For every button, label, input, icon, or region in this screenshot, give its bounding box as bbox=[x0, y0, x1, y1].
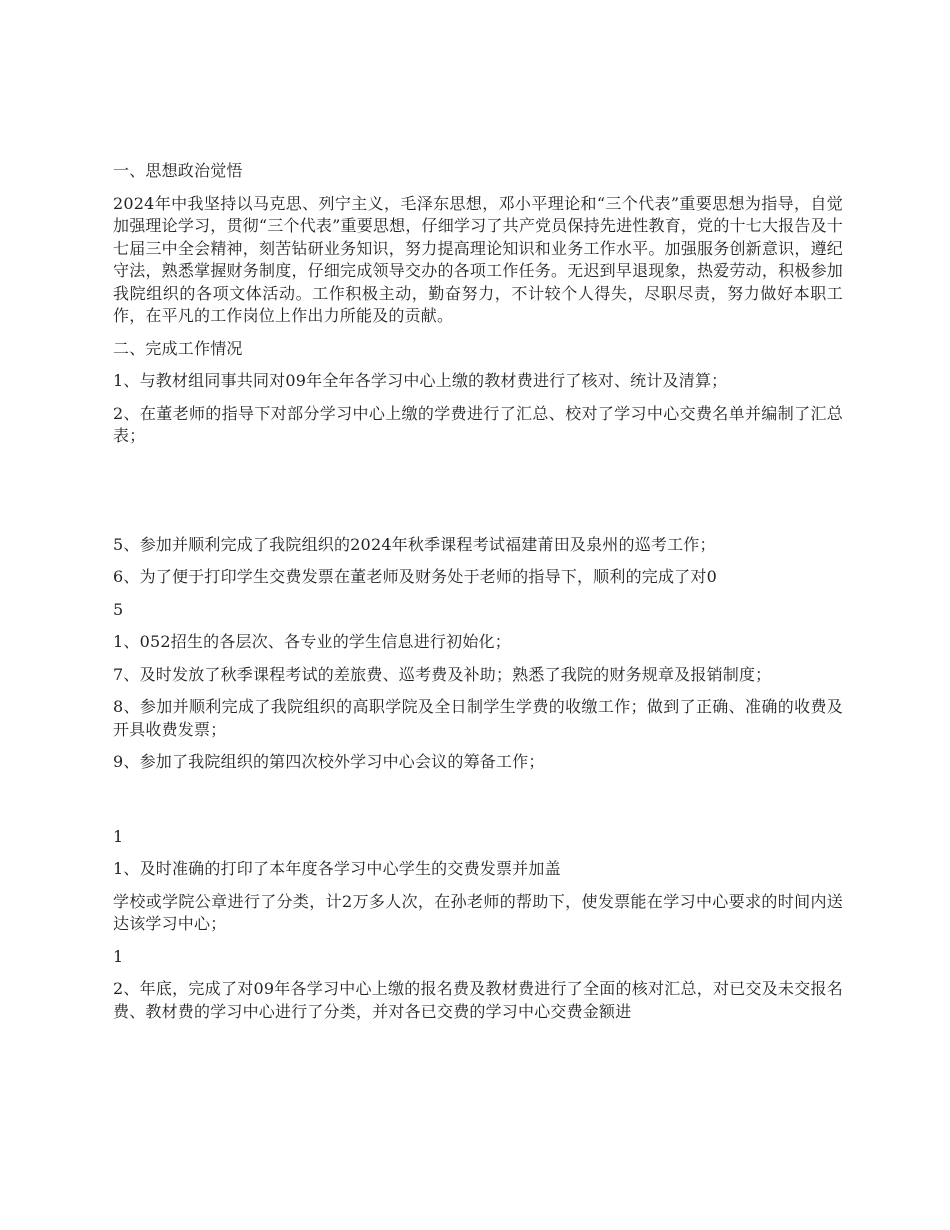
list-item: 5、参加并顺利完成了我院组织的2024年秋季课程考试福建莆田及泉州的巡考工作； bbox=[113, 534, 716, 554]
list-item-fragment: 1 bbox=[113, 826, 124, 846]
list-item-fragment: 5 bbox=[113, 599, 124, 619]
list-item: 6、为了便于打印学生交费发票在董老师及财务处于老师的指导下，顺利的完成了对0 bbox=[113, 567, 717, 586]
list-item: 2、年底，完成了对09年各学习中心上缴的报名费及教材费进行了全面的核对汇总，对已交及未交报名费、教材费的学习中心进行了分类，并对各已交费的学习中心交费金额进 bbox=[113, 979, 843, 1021]
list-item-continuation: 学校或学院公章进行了分类，计2万多人次，在孙老师的帮助下，使发票能在学习中心要求的时间内送达该学习中心； bbox=[113, 891, 843, 933]
list-item: 8、参加并顺利完成了我院组织的高职学院及全日制学生学费的收缴工作；做到了正确、准确的收费及开具收费发票； bbox=[113, 697, 843, 739]
list-item-fragment: 1 bbox=[113, 946, 124, 966]
list-item: 1、与教材组同事共同对09年全年各学习中心上缴的教材费进行了核对、统计及清算； bbox=[113, 371, 728, 390]
list-item: 7、及时发放了秋季课程考试的差旅费、巡考费及补助；熟悉了我院的财务规章及报销制度； bbox=[113, 664, 772, 684]
paragraph-political-awareness: 2024年中我坚持以马克思、列宁主义，毛泽东思想，邓小平理论和“三个代表”重要思想为指导，自觉加强理论学习，贯彻“三个代表”重要思想，仔细学习了共产党员保持先进性教育，党的十七大报告及十七届三中全会精神，刻苦钻研业务知识，努力提高理论知识和业务工作水平。加强服务创新意识，遵纪守法，熟悉掌握财务制度，仔细完成领导交办的各项工作任务。无迟到早退现象，热爱劳动，积极参加我院组织的各项文体活动。工作积极主动，勤奋努力，不计较个人得失，尽职尽责，努力做好本职工作，在平凡的工作岗位上作出力所能及的贡献。 bbox=[113, 193, 843, 325]
list-item: 1、及时准确的打印了本年度各学习中心学生的交费发票并加盖 bbox=[113, 859, 561, 878]
document-body bbox=[113, 160, 843, 1023]
list-item: 9、参加了我院组织的第四次校外学习中心会议的筹备工作； bbox=[113, 752, 545, 771]
list-item: 2、在董老师的指导下对部分学习中心上缴的学费进行了汇总、校对了学习中心交费名单并编制了汇总表； bbox=[113, 403, 843, 445]
section-heading-1: 一、思想政治觉悟 bbox=[113, 161, 243, 180]
section-heading-2: 二、完成工作情况 bbox=[113, 338, 243, 358]
list-item: 1、052招生的各层次、各专业的学生信息进行初始化； bbox=[113, 632, 511, 651]
